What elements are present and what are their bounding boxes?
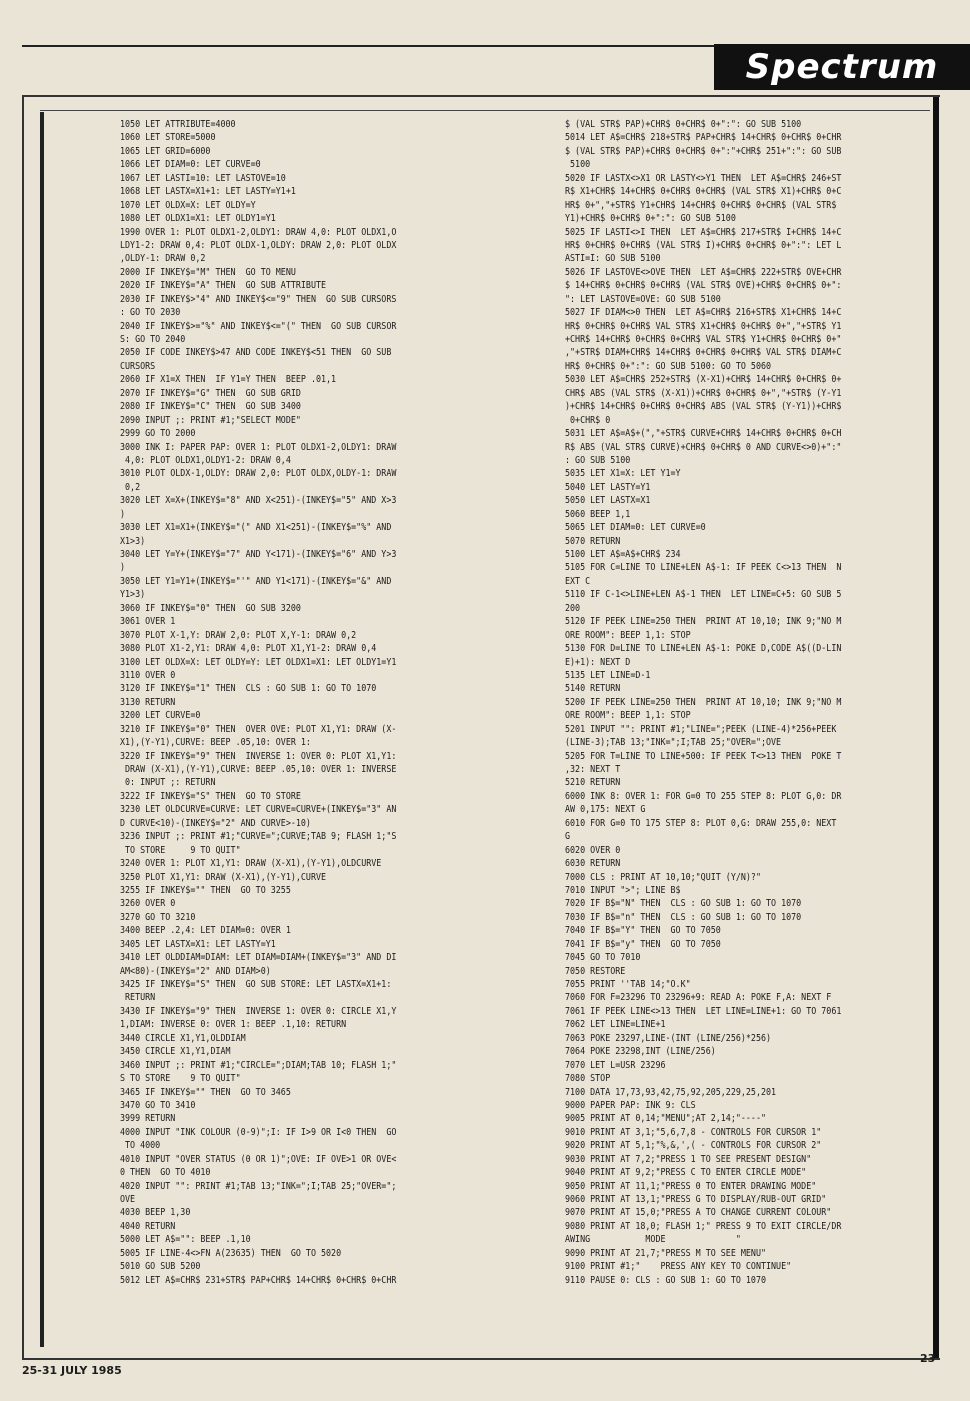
code-line: 2070 IF INKEY$="G" THEN GO SUB GRID	[120, 387, 301, 399]
code-line: 3220 IF INKEY$="9" THEN INVERSE 1: OVER 0: PLOT X1,Y1:	[120, 750, 397, 762]
page-number: 23	[920, 1352, 936, 1365]
code-line: 3270 GO TO 3210	[120, 911, 196, 923]
code-line: 5140 RETURN	[565, 683, 621, 695]
code-line: 1067 LET LASTI=10: LET LASTOVE=10	[120, 172, 286, 184]
code-line: HR$ 0+","+STR$ Y1+CHR$ 14+CHR$ 0+CHR$ 0+CHR$ (VAL STR$	[565, 199, 837, 211]
code-line: 9100 PRINT #1;" PRESS ANY KEY TO CONTINUE"	[565, 1261, 792, 1273]
code-line: G	[565, 831, 571, 843]
listing-right-column	[565, 118, 841, 1287]
code-line: 9110 PAUSE 0: CLS : GO SUB 1: GO TO 1070	[565, 1274, 767, 1286]
code-line: 3400 BEEP .2,4: LET DIAM=0: OVER 1	[120, 925, 291, 937]
code-line: 5200 IF PEEK LINE=250 THEN PRINT AT 10,10; INK 9;"NO M	[565, 696, 842, 708]
code-line: 5050 LET LASTX=X1	[565, 495, 651, 507]
code-line: 1080 LET OLDX1=X1: LET OLDY1=Y1	[120, 213, 276, 225]
code-line: 7020 IF B$="N" THEN CLS : GO SUB 1: GO TO 1070	[565, 898, 802, 910]
code-line: S TO STORE 9 TO QUIT"	[120, 1073, 241, 1085]
code-line: 3100 LET OLDX=X: LET OLDY=Y: LET OLDX1=X1: LET OLDY1=Y1	[120, 656, 397, 668]
code-line: 3999 RETURN	[120, 1113, 176, 1125]
code-line: 0,2	[120, 481, 141, 493]
code-line: 6030 RETURN	[565, 858, 621, 870]
code-line: 5000 LET A$="": BEEP .1,10	[120, 1234, 251, 1246]
code-line: ORE ROOM": BEEP 1,1: STOP	[565, 629, 691, 641]
code-line: 3050 LET Y1=Y1+(INKEY$="'" AND Y1<171)-(INKEY$="&" AND	[120, 575, 392, 587]
code-line: 9090 PRINT AT 21,7;"PRESS M TO SEE MENU"	[565, 1247, 767, 1259]
code-line: 9010 PRINT AT 3,1;"5,6,7,8 - CONTROLS FOR CURSOR 1"	[565, 1126, 822, 1138]
code-line: 3061 OVER 1	[120, 616, 176, 628]
code-line: 5205 FOR T=LINE TO LINE+500: IF PEEK T<>13 THEN POKE T	[565, 750, 842, 762]
code-line: 1990 OVER 1: PLOT OLDX1-2,OLDY1: DRAW 4,0: PLOT OLDX1,O	[120, 226, 397, 238]
code-line: 2020 IF INKEY$="A" THEN GO SUB ATTRIBUTE	[120, 280, 327, 292]
code-line: 7064 POKE 23298,INT (LINE/256)	[565, 1046, 716, 1058]
code-line: 9040 PRINT AT 9,2;"PRESS C TO ENTER CIRCLE MODE"	[565, 1167, 807, 1179]
code-line: 1070 LET OLDX=X: LET OLDY=Y	[120, 199, 256, 211]
code-line: CURSORS	[120, 360, 156, 372]
code-line: AM<80)-(INKEY$="2" AND DIAM>0)	[120, 965, 271, 977]
code-line: 5005 IF LINE-4<>FN A(23635) THEN GO TO 5020	[120, 1247, 342, 1259]
code-line: 9030 PRINT AT 7,2;"PRESS 1 TO SEE PRESENT DESIGN"	[565, 1153, 812, 1165]
code-line: 2999 GO TO 2000	[120, 428, 196, 440]
code-line: (LINE-3);TAB 13;"INK=";I;TAB 25;"OVER=";OVE	[565, 737, 782, 749]
code-line: R$ X1+CHR$ 14+CHR$ 0+CHR$ 0+CHR$ (VAL STR$ X1)+CHR$ 0+C	[565, 186, 842, 198]
code-line: 2080 IF INKEY$="C" THEN GO SUB 3400	[120, 401, 301, 413]
code-line: 5201 INPUT "": PRINT #1;"LINE=";PEEK (LINE-4)*256+PEEK	[565, 723, 837, 735]
code-line: 5014 LET A$=CHR$ 218+STR$ PAP+CHR$ 14+CHR$ 0+CHR$ 0+CHR	[565, 132, 842, 144]
code-line: 0 THEN GO TO 4010	[120, 1167, 211, 1179]
code-line: 3250 PLOT X1,Y1: DRAW (X-X1),(Y-Y1),CURVE	[120, 871, 327, 883]
code-line: 9070 PRINT AT 15,0;"PRESS A TO CHANGE CURRENT COLOUR"	[565, 1207, 832, 1219]
code-line: ORE ROOM": BEEP 1,1: STOP	[565, 710, 691, 722]
frame-top-border	[22, 95, 940, 97]
code-line: 1065 LET GRID=6000	[120, 145, 211, 157]
code-line: 3200 LET CURVE=0	[120, 710, 201, 722]
code-line: E)+1): NEXT D	[565, 656, 631, 668]
code-line: TO 4000	[120, 1140, 161, 1152]
code-line: 7060 FOR F=23296 TO 23296+9: READ A: POKE F,A: NEXT F	[565, 992, 832, 1004]
code-line: 9080 PRINT AT 18,0; FLASH 1;" PRESS 9 TO EXIT CIRCLE/DR	[565, 1220, 842, 1232]
code-line: )+CHR$ 14+CHR$ 0+CHR$ 0+CHR$ ABS (VAL STR$ (Y-Y1))+CHR$	[565, 401, 842, 413]
code-line: 5120 IF PEEK LINE=250 THEN PRINT AT 10,10; INK 9;"NO M	[565, 616, 842, 628]
code-line: 2050 IF CODE INKEY$>47 AND CODE INKEY$<51 THEN GO SUB	[120, 347, 392, 359]
code-line: 1068 LET LASTX=X1+1: LET LASTY=Y1+1	[120, 186, 296, 198]
code-line: 3230 LET OLDCURVE=CURVE: LET CURVE=CURVE+(INKEY$="3" AN	[120, 804, 397, 816]
code-line: 6000 INK 8: OVER 1: FOR G=0 TO 255 STEP 8: PLOT G,0: DR	[565, 790, 842, 802]
code-line: 2040 IF INKEY$>="%" AND INKEY$<="(" THEN GO SUB CURSOR	[120, 320, 397, 332]
code-line: : GO TO 2030	[120, 307, 181, 319]
code-line: 9005 PRINT AT 0,14;"MENU";AT 2,14;"----"	[565, 1113, 767, 1125]
code-line: 3010 PLOT OLDX-1,OLDY: DRAW 2,0: PLOT OLDX,OLDY-1: DRAW	[120, 468, 397, 480]
code-line: 3255 IF INKEY$="" THEN GO TO 3255	[120, 884, 291, 896]
code-line: 2030 IF INKEY$>"4" AND INKEY$<="9" THEN GO SUB CURSORS	[120, 293, 397, 305]
code-line: TO STORE 9 TO QUIT"	[120, 844, 241, 856]
code-line: 5040 LET LASTY=Y1	[565, 481, 651, 493]
code-line: X1>3)	[120, 535, 146, 547]
code-line: 4010 INPUT "OVER STATUS (0 OR 1)";OVE: IF OVE>1 OR OVE<	[120, 1153, 397, 1165]
code-line: 7045 GO TO 7010	[565, 952, 641, 964]
code-line: 5026 IF LASTOVE<>OVE THEN LET A$=CHR$ 222+STR$ OVE+CHR	[565, 266, 842, 278]
code-line: Y1>3)	[120, 589, 146, 601]
code-line: +CHR$ 14+CHR$ 0+CHR$ 0+CHR$ VAL STR$ Y1+CHR$ 0+CHR$ 0+"	[565, 334, 842, 345]
code-line: AWING MODE "	[565, 1234, 741, 1246]
frame-left-inner-border	[40, 112, 44, 1347]
code-line: 7010 INPUT ">"; LINE B$	[565, 884, 681, 896]
code-line: 7063 POKE 23297,LINE-(INT (LINE/256)*256)	[565, 1032, 772, 1044]
code-line: HR$ 0+CHR$ 0+CHR$ VAL STR$ X1+CHR$ 0+CHR$ 0+","+STR$ Y1	[565, 320, 842, 332]
code-line: 3040 LET Y=Y+(INKEY$="7" AND Y<171)-(INKEY$="6" AND Y>3	[120, 549, 397, 560]
code-line: : GO SUB 5100	[565, 454, 631, 466]
code-line: 3240 OVER 1: PLOT X1,Y1: DRAW (X-X1),(Y-Y1),OLDCURVE	[120, 858, 382, 870]
code-line: CHR$ ABS (VAL STR$ (X-X1))+CHR$ 0+CHR$ 0+","+STR$ (Y-Y1	[565, 387, 842, 399]
code-line: 9000 PAPER PAP: INK 9: CLS	[565, 1099, 696, 1111]
code-line: HR$ 0+CHR$ 0+CHR$ (VAL STR$ I)+CHR$ 0+CHR$ 0+":": LET L	[565, 239, 842, 251]
code-line: 2090 INPUT ;: PRINT #1;"SELECT MODE"	[120, 414, 301, 426]
frame-inner-top-rule	[40, 110, 930, 111]
code-line: 5070 RETURN	[565, 535, 621, 547]
code-line: 1066 LET DIAM=0: LET CURVE=0	[120, 159, 261, 171]
code-line: 5060 BEEP 1,1	[565, 508, 631, 520]
code-line: 7080 STOP	[565, 1073, 611, 1085]
code-line: 0: INPUT ;: RETURN	[120, 777, 216, 789]
code-line: 5012 LET A$=CHR$ 231+STR$ PAP+CHR$ 14+CHR$ 0+CHR$ 0+CHR	[120, 1274, 397, 1286]
code-line: 3030 LET X1=X1+(INKEY$="(" AND X1<251)-(INKEY$="%" AND	[120, 522, 392, 534]
code-line: $ 14+CHR$ 0+CHR$ 0+CHR$ (VAL STR$ OVE)+CHR$ 0+CHR$ 0+":	[565, 280, 842, 292]
code-line: 5100	[565, 159, 591, 171]
code-line: 5110 IF C-1<>LINE+LEN A$-1 THEN LET LINE=C+5: GO SUB 5	[565, 589, 842, 601]
frame-bottom-border	[22, 1358, 940, 1360]
code-line: $ (VAL STR$ PAP)+CHR$ 0+CHR$ 0+":": GO SUB 5100	[565, 119, 802, 130]
code-line: 3120 IF INKEY$="1" THEN CLS : GO SUB 1: GO TO 1070	[120, 683, 377, 695]
code-line: AW 0,175: NEXT G	[565, 804, 646, 816]
code-line: X1),(Y-Y1),CURVE: BEEP .05,10: OVER 1:	[120, 737, 311, 749]
code-line: R$ ABS (VAL STR$ CURVE)+CHR$ 0+CHR$ 0 AND CURVE<>0)+":"	[565, 441, 842, 453]
code-line: 9060 PRINT AT 13,1;"PRESS G TO DISPLAY/RUB-OUT GRID"	[565, 1194, 827, 1205]
code-line: 3210 IF INKEY$="0" THEN OVER OVE: PLOT X1,Y1: DRAW (X-	[120, 723, 397, 735]
code-line: 5027 IF DIAM<>0 THEN LET A$=CHR$ 216+STR$ X1+CHR$ 14+C	[565, 307, 842, 319]
code-line: 3440 CIRCLE X1,Y1,OLDDIAM	[120, 1032, 246, 1044]
code-line: 7030 IF B$="n" THEN CLS : GO SUB 1: GO TO 1070	[565, 911, 802, 923]
code-line: 9020 PRINT AT 5,1;"%,&,',( - CONTROLS FOR CURSOR 2"	[565, 1140, 822, 1152]
code-line: 5035 LET X1=X: LET Y1=Y	[565, 468, 681, 480]
code-line: DRAW (X-X1),(Y-Y1),CURVE: BEEP .05,10: OVER 1: INVERSE	[120, 764, 397, 775]
code-line: 3465 IF INKEY$="" THEN GO TO 3465	[120, 1086, 291, 1098]
code-line: 7041 IF B$="y" THEN GO TO 7050	[565, 938, 721, 950]
code-line: ": LET LASTOVE=OVE: GO SUB 5100	[565, 293, 721, 305]
code-line: 7050 RESTORE	[565, 965, 626, 977]
code-line: D CURVE<10)-(INKEY$="2" AND CURVE>-10)	[120, 817, 311, 829]
code-line: Y1)+CHR$ 0+CHR$ 0+":": GO SUB 5100	[565, 213, 736, 225]
code-line: 3000 INK I: PAPER PAP: OVER 1: PLOT OLDX1-2,OLDY1: DRAW	[120, 441, 397, 453]
code-line: ,32: NEXT T	[565, 764, 621, 775]
code-line: 7000 CLS : PRINT AT 10,10;"QUIT (Y/N)?"	[565, 871, 761, 883]
code-line: 5210 RETURN	[565, 777, 621, 789]
code-line: 5020 IF LASTX<>X1 OR LASTY<>Y1 THEN LET A$=CHR$ 246+ST	[565, 172, 842, 184]
code-line: 7061 IF PEEK LINE<>13 THEN LET LINE=LINE+1: GO TO 7061	[565, 1005, 842, 1017]
code-line: 3222 IF INKEY$="S" THEN GO TO STORE	[120, 790, 301, 802]
listing-left-column	[120, 118, 396, 1287]
code-line: 4,0: PLOT OLDX1,OLDY1-2: DRAW 0,4	[120, 454, 291, 466]
code-line: OVE	[120, 1194, 136, 1205]
code-line: 3405 LET LASTX=X1: LET LASTY=Y1	[120, 938, 276, 950]
frame-right-border	[933, 97, 939, 1360]
code-line: S: GO TO 2040	[120, 334, 186, 345]
code-line: 3410 LET OLDDIAM=DIAM: LET DIAM=DIAM+(INKEY$="3" AND DI	[120, 952, 397, 964]
code-line: 7055 PRINT ''TAB 14;"O.K"	[565, 979, 691, 990]
code-line: 3110 OVER 0	[120, 669, 176, 681]
code-line: 7040 IF B$="Y" THEN GO TO 7050	[565, 925, 721, 937]
code-line: )	[120, 508, 126, 520]
code-line: 9050 PRINT AT 11,1;"PRESS 0 TO ENTER DRAWING MODE"	[565, 1180, 817, 1192]
code-line: 1,DIAM: INVERSE 0: OVER 1: BEEP .1,10: RETURN	[120, 1019, 347, 1031]
code-line: 3236 INPUT ;: PRINT #1;"CURVE=";CURVE;TAB 9; FLASH 1;"S	[120, 831, 397, 843]
code-line: 4020 INPUT "": PRINT #1;TAB 13;"INK=";I;TAB 25;"OVER=";	[120, 1180, 397, 1192]
code-line: 5065 LET DIAM=0: LET CURVE=0	[565, 522, 706, 534]
frame-left-border	[22, 95, 24, 1360]
code-line: 4030 BEEP 1,30	[120, 1207, 191, 1219]
code-line: 5010 GO SUB 5200	[120, 1261, 201, 1273]
code-line: LDY1-2: DRAW 0,4: PLOT OLDX-1,OLDY: DRAW 2,0: PLOT OLDX	[120, 239, 397, 251]
code-line: 7100 DATA 17,73,93,42,75,92,205,229,25,201	[565, 1086, 777, 1098]
code-line: HR$ 0+CHR$ 0+":": GO SUB 5100: GO TO 5060	[565, 360, 772, 372]
code-line: 3425 IF INKEY$="S" THEN GO SUB STORE: LET LASTX=X1+1:	[120, 979, 392, 990]
code-line: 4000 INPUT "INK COLOUR (0-9)";I: IF I>9 OR I<0 THEN GO	[120, 1126, 397, 1138]
code-line: 5135 LET LINE=D-1	[565, 669, 651, 681]
code-line: ,"+STR$ DIAM+CHR$ 14+CHR$ 0+CHR$ 0+CHR$ VAL STR$ DIAM+C	[565, 347, 842, 359]
code-line: 3260 OVER 0	[120, 898, 176, 910]
code-line: ,OLDY-1: DRAW 0,2	[120, 253, 206, 265]
code-line: 0+CHR$ 0	[565, 414, 611, 426]
code-line: 3060 IF INKEY$="0" THEN GO SUB 3200	[120, 602, 301, 614]
issue-date: 25-31 JULY 1985	[22, 1364, 122, 1377]
code-line: EXT C	[565, 575, 591, 587]
code-line: 4040 RETURN	[120, 1220, 176, 1232]
code-line: 3130 RETURN	[120, 696, 176, 708]
code-line: ASTI=I: GO SUB 5100	[565, 253, 661, 265]
code-line: 6010 FOR G=0 TO 175 STEP 8: PLOT 0,G: DRAW 255,0: NEXT	[565, 817, 837, 829]
code-line: 7070 LET L=USR 23296	[565, 1059, 666, 1071]
code-line: RETURN	[120, 992, 156, 1004]
code-line: 5100 LET A$=A$+CHR$ 234	[565, 549, 681, 560]
code-line: 6020 OVER 0	[565, 844, 621, 856]
code-line: 3450 CIRCLE X1,Y1,DIAM	[120, 1046, 231, 1058]
code-line: 3460 INPUT ;: PRINT #1;"CIRCLE=";DIAM;TAB 10; FLASH 1;"	[120, 1059, 397, 1071]
code-line: 5030 LET A$=CHR$ 252+STR$ (X-X1)+CHR$ 14+CHR$ 0+CHR$ 0+	[565, 374, 842, 386]
code-line: 2060 IF X1=X THEN IF Y1=Y THEN BEEP .01,1	[120, 374, 337, 386]
code-line: 3080 PLOT X1-2,Y1: DRAW 4,0: PLOT X1,Y1-2: DRAW 0,4	[120, 643, 377, 655]
code-line: 1060 LET STORE=5000	[120, 132, 216, 144]
code-line: 5025 IF LASTI<>I THEN LET A$=CHR$ 217+STR$ I+CHR$ 14+C	[565, 226, 842, 238]
code-line: )	[120, 562, 126, 574]
code-line: 200	[565, 602, 581, 614]
code-line: 3470 GO TO 3410	[120, 1099, 196, 1111]
code-line: $ (VAL STR$ PAP)+CHR$ 0+CHR$ 0+":"+CHR$ 251+":": GO SUB	[565, 145, 842, 157]
section-tab: Spectrum	[714, 44, 970, 90]
code-line: 3430 IF INKEY$="9" THEN INVERSE 1: OVER 0: CIRCLE X1,Y	[120, 1005, 397, 1017]
code-line: 5031 LET A$=A$+(","+STR$ CURVE+CHR$ 14+CHR$ 0+CHR$ 0+CH	[565, 428, 842, 440]
code-line: 2000 IF INKEY$="M" THEN GO TO MENU	[120, 266, 296, 278]
code-line: 5130 FOR D=LINE TO LINE+LEN A$-1: POKE D,CODE A$((D-LIN	[565, 643, 842, 655]
code-line: 5105 FOR C=LINE TO LINE+LEN A$-1: IF PEEK C<>13 THEN N	[565, 562, 842, 574]
code-line: 3020 LET X=X+(INKEY$="8" AND X<251)-(INKEY$="5" AND X>3	[120, 495, 397, 507]
code-line: 7062 LET LINE=LINE+1	[565, 1019, 666, 1031]
code-line: 1050 LET ATTRIBUTE=4000	[120, 119, 236, 130]
code-line: 3070 PLOT X-1,Y: DRAW 2,0: PLOT X,Y-1: DRAW 0,2	[120, 629, 357, 641]
